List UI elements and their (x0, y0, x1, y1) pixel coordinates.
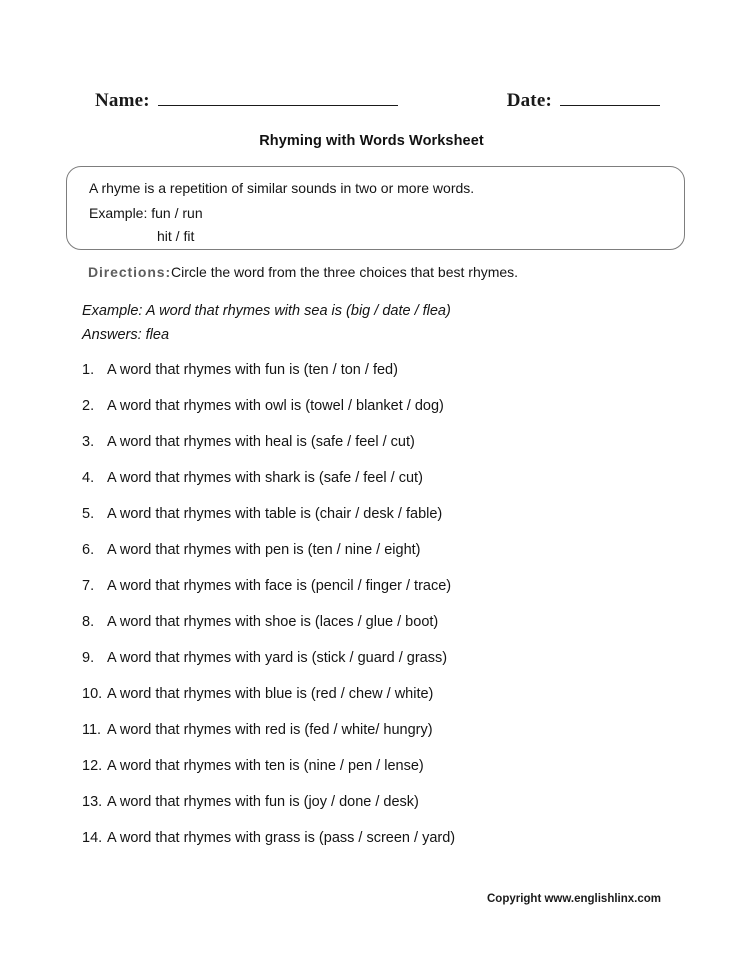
question-item[interactable] (82, 542, 682, 578)
copyright-footer: Copyright www.englishlinx.com (486, 893, 661, 905)
question-item[interactable] (82, 614, 682, 650)
question-text: A word that rhymes with pen is (ten / nine / eight) (107, 542, 421, 558)
question-item[interactable] (82, 470, 682, 506)
question-text: A word that rhymes with face is (pencil / finger / trace) (107, 578, 452, 594)
question-number: 6. (82, 542, 95, 558)
question-item[interactable] (82, 398, 682, 434)
question-text: A word that rhymes with fun is (joy / done / desk) (107, 794, 419, 810)
question-number: 9. (82, 650, 95, 666)
name-field-group (95, 90, 398, 112)
question-item[interactable] (82, 830, 682, 866)
date-label: Date: (506, 90, 552, 111)
question-number: 13. (82, 794, 103, 810)
definition-example-second: hit / fit (157, 228, 195, 244)
question-text: A word that rhymes with red is (fed / white/ hungry) (107, 722, 433, 738)
name-label: Name: (95, 90, 150, 111)
name-input-blank[interactable] (158, 90, 398, 106)
question-number: 4. (82, 470, 95, 486)
question-item[interactable] (82, 434, 682, 470)
definition-example-first: Example: fun / run (89, 205, 203, 221)
date-input-blank[interactable] (560, 90, 660, 106)
directions-label: Directions: (88, 264, 172, 280)
question-number: 2. (82, 398, 95, 414)
question-number: 10. (82, 686, 103, 702)
example-answer: Answers: flea (82, 327, 170, 343)
directions-row (88, 264, 518, 280)
question-text: A word that rhymes with blue is (red / chew / white) (107, 686, 434, 702)
question-text: A word that rhymes with grass is (pass / screen / yard) (107, 830, 456, 846)
question-list (82, 362, 682, 866)
directions-text: Circle the word from the three choices that best rhymes. (171, 264, 519, 280)
question-text: A word that rhymes with shoe is (laces / glue / boot) (107, 614, 439, 630)
question-number: 14. (82, 830, 103, 846)
question-text: A word that rhymes with fun is (ten / ton / fed) (107, 362, 398, 378)
question-number: 3. (82, 434, 95, 450)
question-item[interactable] (82, 686, 682, 722)
example-question: Example: A word that rhymes with sea is (big / date / flea) (82, 303, 451, 319)
question-item[interactable] (82, 722, 682, 758)
question-number: 11. (82, 722, 102, 738)
question-text: A word that rhymes with heal is (safe / feel / cut) (107, 434, 415, 450)
question-number: 7. (82, 578, 95, 594)
question-item[interactable] (82, 794, 682, 830)
date-field-group (507, 90, 660, 112)
definition-box (66, 166, 685, 250)
question-text: A word that rhymes with table is (chair / desk / fable) (107, 506, 443, 522)
question-item[interactable] (82, 578, 682, 614)
question-item[interactable] (82, 758, 682, 794)
question-number: 5. (82, 506, 95, 522)
question-text: A word that rhymes with yard is (stick / guard / grass) (107, 650, 448, 666)
question-text: A word that rhymes with shark is (safe / feel / cut) (107, 470, 423, 486)
question-text: A word that rhymes with owl is (towel / blanket / dog) (107, 398, 444, 414)
question-item[interactable] (82, 362, 682, 398)
question-number: 12. (82, 758, 103, 774)
question-text: A word that rhymes with ten is (nine / pen / lense) (107, 758, 424, 774)
question-item[interactable] (82, 650, 682, 686)
question-number: 8. (82, 614, 95, 630)
definition-text: A rhyme is a repetition of similar sounds in two or more words. (89, 180, 475, 196)
page-title: Rhyming with Words Worksheet (259, 133, 484, 149)
student-info-row (95, 86, 660, 112)
question-number: 1. (82, 362, 95, 378)
question-item[interactable] (82, 506, 682, 542)
